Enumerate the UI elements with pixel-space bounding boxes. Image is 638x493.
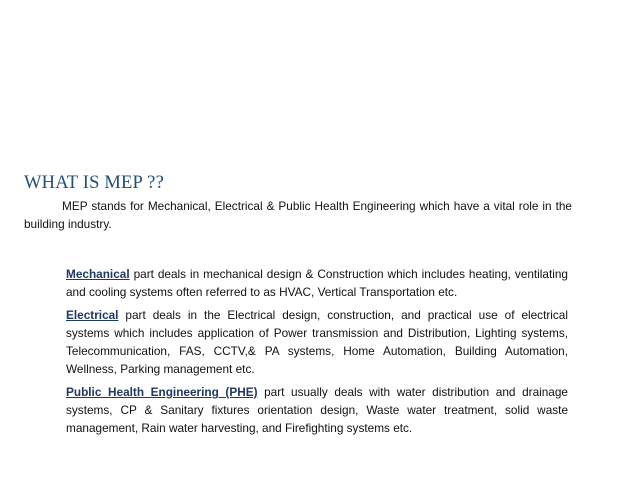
electrical-description: part deals in the Electrical design, construction, and practical use of electrical systems which includes application of Power transmission and Distribution, Lighting systems, Telecommunication, FAS, CCTV,& PA systems, Home Automation, Building Automation, Wellness, Parking management etc.: [66, 308, 568, 376]
intro-paragraph: MEP stands for Mechanical, Electrical & Public Health Engineering which have a vital role in the building industry.: [24, 199, 572, 231]
electrical-paragraph: [66, 306, 568, 378]
mechanical-term: Mechanical: [66, 267, 130, 281]
mechanical-description: part deals in mechanical design & Construction which includes heating, ventilating and cooling systems often referred to as HVAC, Vertical Transportation etc.: [66, 267, 568, 299]
phe-paragraph: [66, 383, 568, 437]
electrical-term: Electrical: [66, 308, 119, 322]
mep-definitions-list: [66, 265, 568, 442]
page-title: WHAT IS MEP ??: [24, 173, 164, 193]
phe-term: Public Health Engineering (PHE): [66, 385, 258, 399]
mechanical-paragraph: [66, 265, 568, 301]
phe-description: part usually deals with water distribution and drainage systems, CP & Sanitary fixtures orientation design, Waste water treatment, solid waste management, Rain water harvesting, and Firefighting systems etc.: [66, 385, 568, 435]
